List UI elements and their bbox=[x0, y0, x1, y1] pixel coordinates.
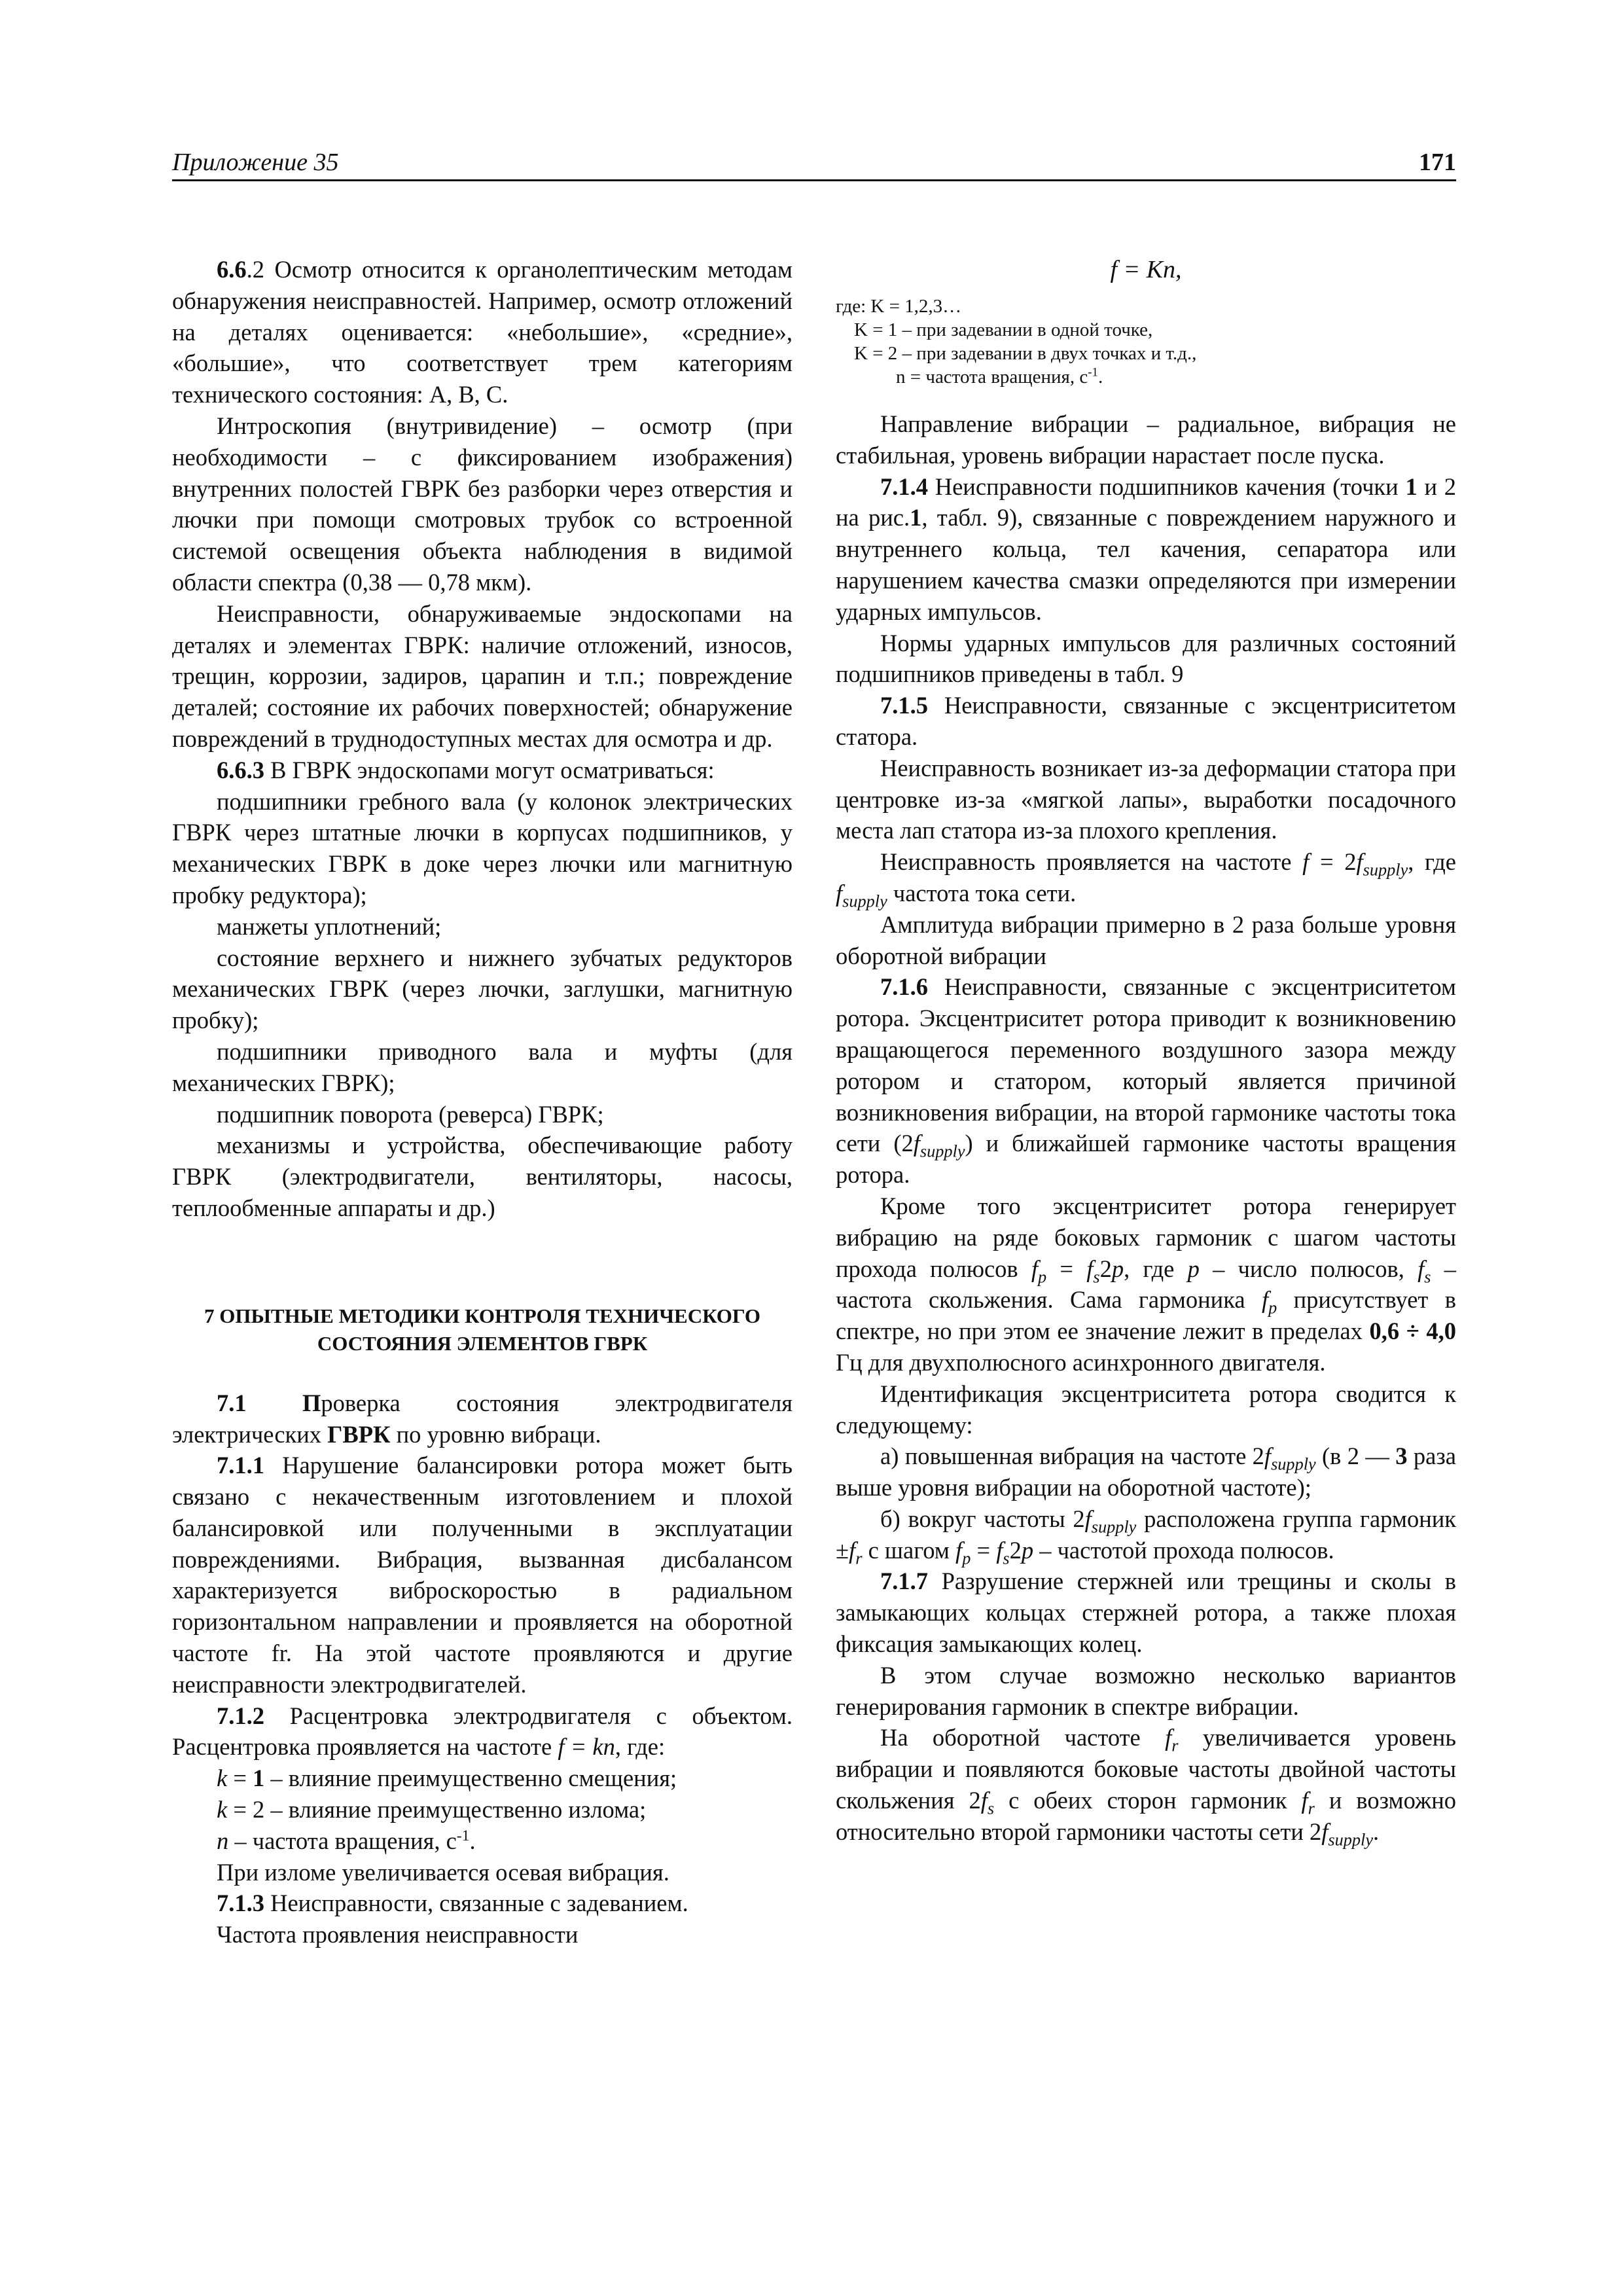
list-item-k2: k = 2 – влияние преимущественно излома; bbox=[217, 1796, 647, 1823]
right-column bbox=[836, 254, 1456, 1848]
list-item-drive-shaft: подшипники приводного вала и муфты (для механических ГВРК); bbox=[172, 1037, 793, 1096]
list-item-mechanisms: механизмы и устройства, обеспечивающие работу ГВРК (электродвигатели, вентиляторы, насосы, теплообменные аппараты и др.) bbox=[172, 1132, 793, 1221]
list-item-gearboxes: состояние верхнего и нижнего зубчатых редукторов механических ГВРК (через лючки, заглушки, магнитную пробку); bbox=[172, 944, 793, 1034]
list-item-b: б) вокруг частоты $2f_{supply}$ расположена группа гармоник $\pm f_r$ с шагом $f_p = f_s2p$ – частотой прохода полюсов. bbox=[836, 1505, 1456, 1568]
paragraph-izlom: При изломе увеличивается осевая вибрация. bbox=[217, 1858, 669, 1886]
clause-number: 6.6 bbox=[217, 256, 247, 283]
paragraph-6-6-2: 6.6.2 Осмотр относится к органолептическим методам обнаружения неисправностей. Например, осмотр отложений на деталях оценивается: «небольшие», «средние», «большие», что соответствует трем категориям технического состояния: А, В, С. bbox=[172, 256, 793, 408]
paragraph-7-1-2: 7.1.2 Расцентровка электродвигателя с объектом. Расцентровка проявляется на частоте f = kn, где: bbox=[172, 1702, 793, 1761]
paragraph-proyavlyaetsya: Неисправность проявляется на частоте $f = 2f_{supply}$, где $f_{supply}$ частота тока сети. bbox=[836, 848, 1456, 911]
paragraph-defects-endoscope: Неисправности, обнаруживаемые эндоскопами на деталях и элементах ГВРК: наличие отложений, износов, трещин, коррозии, задиров, царапин и т.п.; повреждение деталей; состояние их рабочих поверхностей; обнаружение повреждений в труднодоступных местах для осмотра и др. bbox=[172, 600, 793, 752]
page-number: 171 bbox=[1419, 149, 1456, 176]
paragraph-6-6-3: 6.6.3 В ГВРК эндоскопами могут осматриваться: bbox=[217, 756, 715, 783]
list-item-a: а) повышенная вибрация на частоте $2f_{supply}$ (в 2 — 3 раза выше уровня вибрации на оборотной частоте); bbox=[836, 1443, 1456, 1501]
list-item-n: n – частота вращения, $с^{-1}$. bbox=[217, 1827, 476, 1854]
formula-legend: где: K = 1,2,3… K = 1 – при задевании в одной точке, K = 2 – при задевании в двух точках и т.д., n = частота вращения, $с^{-1}$. bbox=[836, 296, 1197, 387]
list-item-turn-bearing: подшипник поворота (реверса) ГВРК; bbox=[217, 1100, 604, 1128]
paragraph-7-1-5: 7.1.5 Неисправности, связанные с эксцентриситетом статора. bbox=[836, 692, 1456, 750]
paragraph-identification: Идентификация эксцентриситета ротора сводится к следующему: bbox=[836, 1380, 1456, 1439]
paragraph-7-1-6: 7.1.6 Неисправности, связанные с эксцентриситетом ротора. Эксцентриситет ротора приводит к возникновению вращающегося переменного воздушного зазора между ротором и статором, который является причиной возникновения вибрации, на второй гармонике частоты тока сети $(2f_{supply})$ и ближайшей гармонике частоты вращения ротора. bbox=[836, 973, 1456, 1189]
paragraph-7-1-4: 7.1.4 Неисправности подшипников качения (точки 1 и 2 на рис.1, табл. 9), связанные с повреждением наружного и внутреннего кольца, тел качения, сепаратора или нарушением качества смазки определяются при измерении ударных импульсов. bbox=[836, 473, 1456, 625]
paragraph-oborotnaya-chastota: На оборотной частоте $f_r$ увеличивается уровень вибрации и появляются боковые частоты двойной частоты скольжения $2f_s$ с обеих сторон гармоник $f_r$ и возможно относительно второй гармоники частоты сети $2f_{supply}$. bbox=[836, 1724, 1456, 1850]
page-header bbox=[172, 148, 1456, 181]
paragraph-7-1-3-line2: Частота проявления неисправности bbox=[217, 1921, 579, 1948]
paragraph-7-1: 7.1 Проверка состояния электродвигателя электрических ГВРК по уровню вибраци. bbox=[172, 1389, 793, 1448]
paragraph-vozniknovenie: Неисправность возникает из-за деформации статора при центровке из-за «мягкой лапы», выработки посадочного места лап статора из-за плохого крепления. bbox=[836, 754, 1456, 844]
section-title: 7 ОПЫТНЫЕ МЕТОДИКИ КОНТРОЛЯ ТЕХНИЧЕСКОГО СОСТОЯНИЯ ЭЛЕМЕНТОВ ГВРК bbox=[204, 1304, 760, 1355]
paragraph-7-1-7: 7.1.7 Разрушение стержней или трещины и сколы в замыкающих кольцах стержней ротора, а также плохая фиксация замыкающих колец. bbox=[836, 1568, 1456, 1658]
paragraph-vibration-direction: Направление вибрации – радиальное, вибрация не стабильная, уровень вибрации нарастает после пуска. bbox=[836, 410, 1456, 469]
list-item-seals: манжеты уплотнений; bbox=[217, 912, 442, 940]
paragraph-7-1-3: 7.1.3 Неисправности, связанные с задеванием. bbox=[217, 1890, 688, 1917]
list-item-k1: k = 1 – влияние преимущественно смещения; bbox=[217, 1765, 677, 1792]
paragraph-v-etom-sluchae: В этом случае возможно несколько вариантов генерирования гармоник в спектре вибрации. bbox=[836, 1661, 1456, 1720]
paragraph-normy: Нормы ударных импульсов для различных состояний подшипников приведены в табл. 9 bbox=[836, 629, 1456, 688]
list-item-shaft-bearings: подшипники гребного вала (у колонок электрических ГВРК через штатные лючки в корпусах подшипников, у механических ГВРК в доке через лючки или магнитную пробку редуктора); bbox=[172, 787, 793, 908]
clause-number: 6.6.3 bbox=[217, 756, 264, 783]
formula-f-kn: f = Kn, bbox=[1110, 256, 1182, 283]
paragraph-introscopy: Интроскопия (внутривидение) – осмотр (при необходимости – с фиксированием изображения) внутренних полостей ГВРК без разборки через отверстия и лючки при помощи смотровых трубок со встроенной системой освещения объекта наблюдения в видимой области спектра (0,38 — 0,78 мкм). bbox=[172, 412, 793, 596]
paragraph-krome-togo: Кроме того эксцентриситет ротора генерирует вибрацию на ряде боковых гармоник с шагом частоты прохода полюсов $f_p = f_s2p$, где p – число полюсов, $f_s$ – частота скольжения. Сама гармоника $f_p$ присутствует в спектре, но при этом ее значение лежит в пределах 0,6 ÷ 4,0 Гц для двухполюсного асинхронного двигателя. bbox=[836, 1192, 1456, 1376]
running-head: Приложение 35 bbox=[172, 149, 339, 176]
paragraph-amplitude: Амплитуда вибрации примерно в 2 раза больше уровня оборотной вибрации bbox=[836, 910, 1456, 969]
left-column bbox=[172, 254, 793, 1950]
paragraph-7-1-1: 7.1.1 Нарушение балансировки ротора может быть связано с некачественным изготовлением и плохой балансировкой или полученными в эксплуатации повреждениями. Вибрация, вызванная дисбалансом характеризуется виброскоростью в радиальном горизонтальном направлении и проявляется на оборотной частоте fr. На этой частоте проявляются и другие неисправности электродвигателей. bbox=[172, 1452, 793, 1698]
